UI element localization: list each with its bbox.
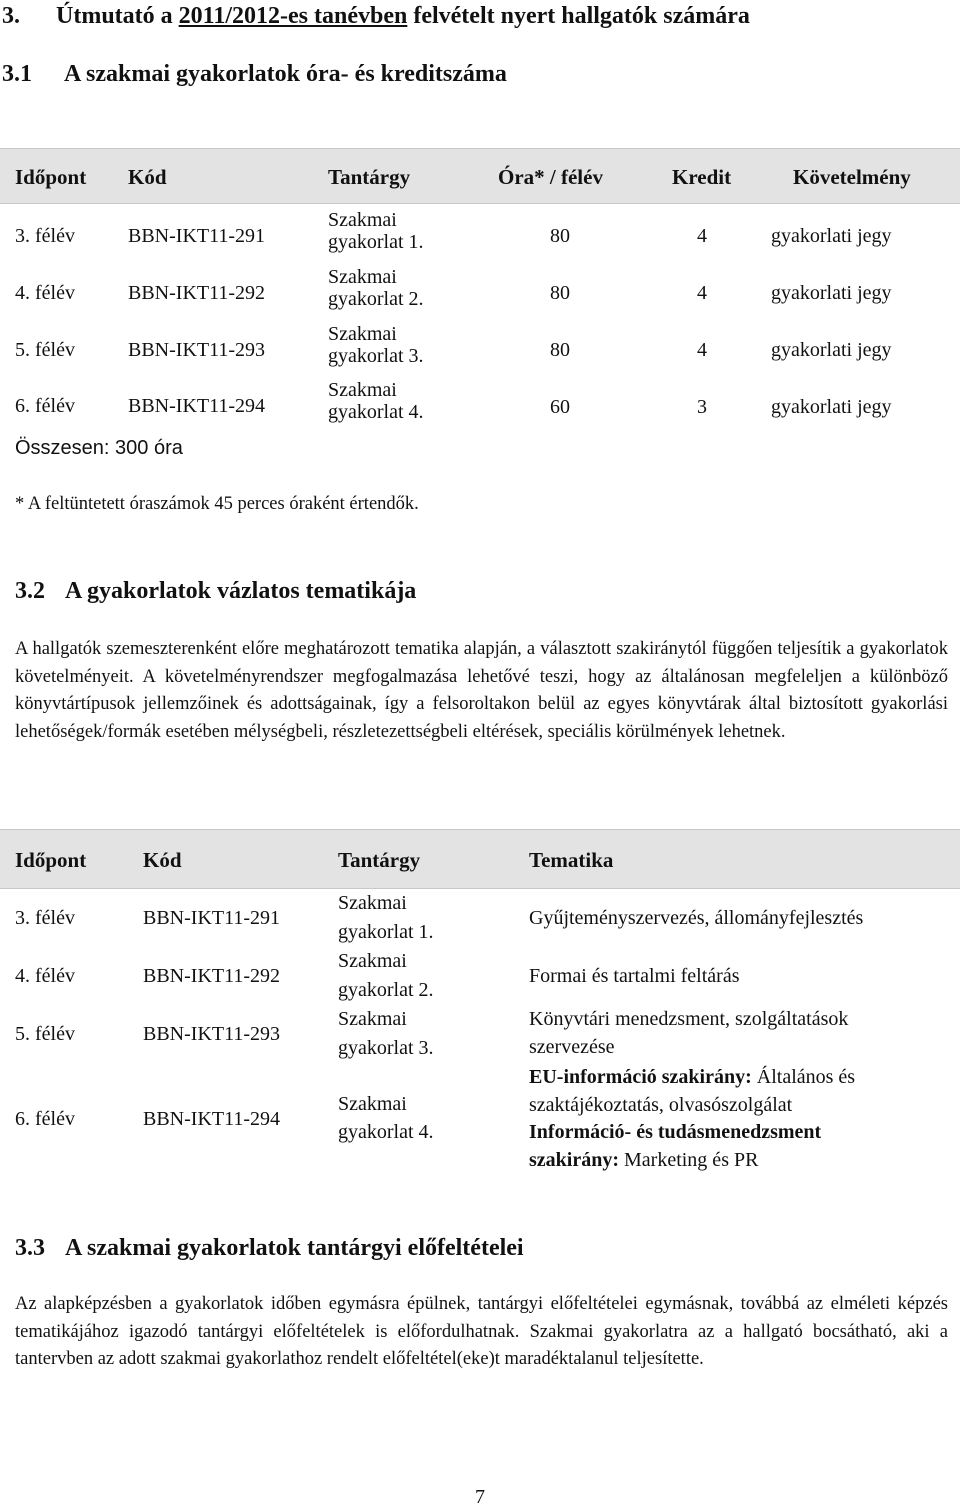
section-3-1-number: 3.1 bbox=[2, 61, 32, 87]
cell-time: 4. félév bbox=[15, 965, 75, 987]
cell-subject-line1: Szakmai bbox=[328, 266, 397, 288]
section-3-1-title: A szakmai gyakorlatok óra- és kreditszáma bbox=[64, 61, 507, 87]
credits-table bbox=[0, 148, 960, 468]
cell-credit: 4 bbox=[697, 282, 707, 304]
cell-subject-line1: Szakmai bbox=[328, 379, 397, 401]
topic-eu-text: Általános és szaktájékoztatás, olvasószolgálat bbox=[529, 1066, 856, 1116]
cell-requirement: gyakorlati jegy bbox=[771, 396, 892, 418]
cell-hours: 80 bbox=[550, 225, 570, 247]
col-header-code: Kód bbox=[128, 165, 167, 189]
col-header-subject: Tantárgy bbox=[328, 165, 411, 189]
cell-subject-line1: Szakmai bbox=[338, 950, 407, 972]
cell-subject-line2: gyakorlat 3. bbox=[338, 1037, 434, 1059]
cell-topic-eu bbox=[529, 1063, 929, 1119]
cell-hours: 60 bbox=[550, 396, 570, 418]
topics-table bbox=[0, 829, 960, 1179]
section-3-3-paragraph: Az alapképzésben a gyakorlatok időben egymásra épülnek, tantárgyi előfeltételei egymásnak, továbbá az elméleti képzés tematikájához igazodó tantárgyi előfeltételek is előfordulhatnak. Szakmai gyakorlatra az a hallgató bocsátható, aki a tantervben az adott szakmai gyakorlathoz rendelt előfeltétel(eke)t maradéktalanul teljesítette. bbox=[15, 1294, 948, 1369]
col-header-topic: Tematika bbox=[529, 848, 614, 872]
cell-subject-line2: gyakorlat 4. bbox=[328, 401, 424, 423]
heading-text-underlined: 2011/2012-es tanévben bbox=[178, 3, 408, 29]
topics-table-header bbox=[0, 829, 960, 889]
topic-info-label: Információ- és tudásmenedzsment szakirány: bbox=[529, 1121, 822, 1171]
col-header-code: Kód bbox=[143, 848, 182, 872]
cell-code: BBN-IKT11-291 bbox=[128, 225, 266, 247]
cell-code: BBN-IKT11-292 bbox=[128, 282, 266, 304]
section-3-1-heading bbox=[2, 61, 507, 88]
cell-code: BBN-IKT11-293 bbox=[143, 1023, 281, 1045]
col-header-hours: Óra* / félév bbox=[498, 165, 603, 189]
cell-topic: Könyvtári menedzsment, szolgáltatások szervezése bbox=[529, 1008, 849, 1058]
heading-text-before: Útmutató a bbox=[56, 3, 179, 29]
section-3-3-number: 3.3 bbox=[15, 1235, 45, 1261]
cell-code: BBN-IKT11-291 bbox=[143, 907, 281, 929]
col-header-credit: Kredit bbox=[672, 165, 732, 189]
cell-time: 4. félév bbox=[15, 282, 75, 304]
col-header-requirement: Követelmény bbox=[793, 165, 911, 189]
cell-time: 6. félév bbox=[15, 1108, 75, 1130]
cell-subject-line2: gyakorlat 3. bbox=[328, 345, 424, 367]
cell-topic-info bbox=[529, 1118, 909, 1174]
section-3-2-title: A gyakorlatok vázlatos tematikája bbox=[65, 578, 417, 604]
cell-topic: Gyűjteményszervezés, állományfejlesztés bbox=[529, 907, 864, 929]
cell-credit: 3 bbox=[697, 396, 707, 418]
heading-number: 3. bbox=[2, 3, 20, 29]
section-3-2-paragraph: A hallgatók szemeszterenként előre meghatározott tematika alapján, a választott szakiránytól függően teljesítik a gyakorlatok követelményeit. A követelményrendszer megfogalmazása lehetővé teszi, hogy az általánosan megfeleljen a különböző könyvtártípusok jellemzőinek és adottságainak, így a felsoroltakon belül az egyes könyvtárak által biztosított gyakorlási lehetőségek/formák esetében mélységbeli, részletezettségbeli eltérések, speciális körülmények lehetnek. bbox=[15, 639, 948, 742]
cell-code: BBN-IKT11-294 bbox=[143, 1108, 281, 1130]
cell-subject-line2: gyakorlat 2. bbox=[328, 288, 424, 310]
cell-time: 5. félév bbox=[15, 339, 75, 361]
section-3-2-number: 3.2 bbox=[15, 578, 45, 604]
col-header-time: Időpont bbox=[15, 848, 87, 872]
cell-code: BBN-IKT11-294 bbox=[128, 395, 266, 417]
section-3-3-heading bbox=[15, 1235, 524, 1262]
cell-subject-line1: Szakmai bbox=[338, 1093, 407, 1115]
cell-time: 5. félév bbox=[15, 1023, 75, 1045]
cell-time: 3. félév bbox=[15, 225, 75, 247]
cell-time: 3. félév bbox=[15, 907, 75, 929]
col-header-subject: Tantárgy bbox=[338, 848, 421, 872]
cell-requirement: gyakorlati jegy bbox=[771, 339, 892, 361]
cell-requirement: gyakorlati jegy bbox=[771, 225, 892, 247]
page-number: 7 bbox=[475, 1486, 485, 1508]
cell-credit: 4 bbox=[697, 339, 707, 361]
cell-subject-line1: Szakmai bbox=[328, 323, 397, 345]
cell-credit: 4 bbox=[697, 225, 707, 247]
cell-subject-line2: gyakorlat 1. bbox=[338, 921, 434, 943]
cell-subject-line2: gyakorlat 2. bbox=[338, 979, 434, 1001]
cell-hours: 80 bbox=[550, 282, 570, 304]
topic-eu-label: EU-információ szakirány: bbox=[529, 1066, 752, 1088]
cell-time: 6. félév bbox=[15, 395, 75, 417]
cell-requirement: gyakorlati jegy bbox=[771, 282, 892, 304]
cell-code: BBN-IKT11-293 bbox=[128, 339, 266, 361]
main-heading bbox=[2, 3, 750, 30]
cell-subject-line2: gyakorlat 4. bbox=[338, 1121, 434, 1143]
heading-text-after: felvételt nyert hallgatók számára bbox=[407, 3, 750, 29]
cell-code: BBN-IKT11-292 bbox=[143, 965, 281, 987]
col-header-time: Időpont bbox=[15, 165, 87, 189]
cell-subject-line1: Szakmai bbox=[338, 1008, 407, 1030]
section-3-3-title: A szakmai gyakorlatok tantárgyi előfeltételei bbox=[65, 1235, 524, 1261]
cell-subject-line1: Szakmai bbox=[328, 209, 397, 231]
cell-subject-line1: Szakmai bbox=[338, 892, 407, 914]
hours-footnote: * A feltüntetett óraszámok 45 perces óraként értendők. bbox=[15, 494, 419, 514]
total-hours: Összesen: 300 óra bbox=[15, 437, 183, 459]
credits-table-header bbox=[0, 148, 960, 204]
cell-topic: Formai és tartalmi feltárás bbox=[529, 965, 740, 987]
cell-hours: 80 bbox=[550, 339, 570, 361]
section-3-2-heading bbox=[15, 578, 416, 605]
topic-info-text: Marketing és PR bbox=[619, 1149, 759, 1171]
cell-subject-line2: gyakorlat 1. bbox=[328, 231, 424, 253]
